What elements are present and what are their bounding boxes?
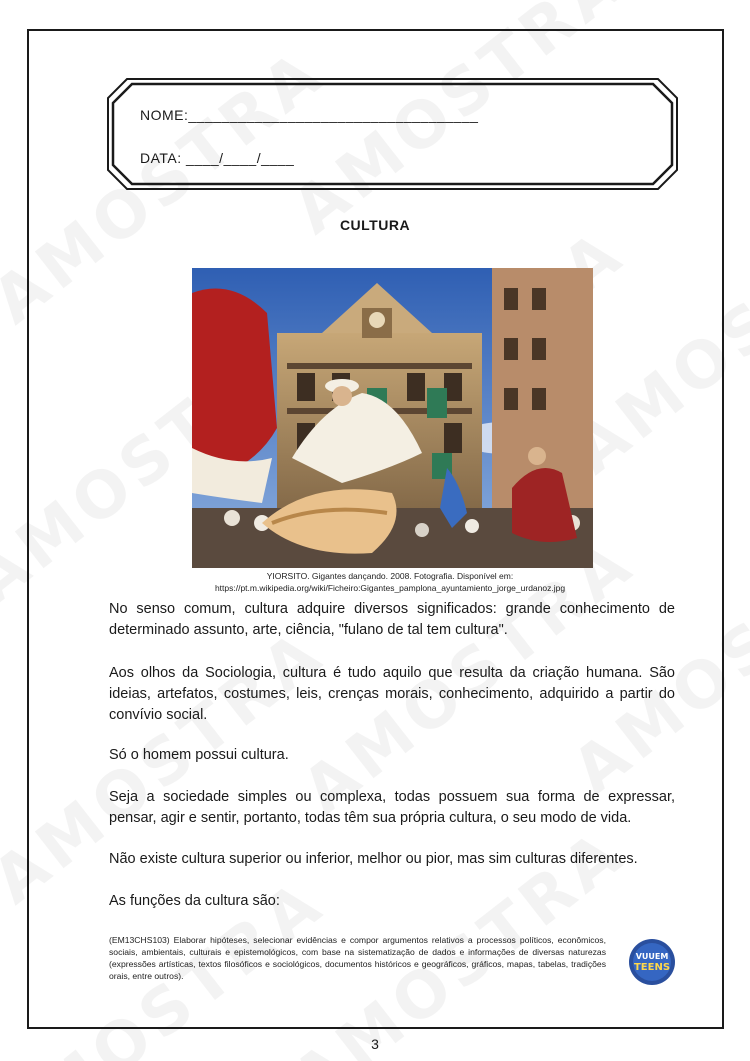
paragraph: Seja a sociedade simples ou complexa, todas possuem sua forma de expressar, pensar, agir e sentir, portanto, todas têm sua própria cultura, o seu modo de vida. [109,789,675,826]
photo-caption: YIORSITO. Gigantes dançando. 2008. Fotografia. Disponível em: [266,571,514,581]
badge-line2: TEENS [633,962,671,973]
page-number: 3 [371,1036,379,1052]
student-info-box [107,78,678,190]
giants-dancing-photo [192,268,593,568]
page-title: CULTURA [339,217,411,233]
name-field[interactable]: NOME:___________________________________ [140,107,479,123]
photo-source-url[interactable]: https://pt.m.wikipedia.org/wiki/Ficheiro:Gigantes_pamplona_ayuntamiento_jorge_urdanoz.jpg [214,583,566,593]
badge-line1: VUUEM [635,952,669,961]
date-field[interactable]: DATA: ____/____/____ [140,150,295,166]
paragraph: Não existe cultura superior ou inferior, melhor ou pior, mas sim culturas diferentes. [109,851,638,867]
vuuem-teens-logo [628,938,676,986]
paragraph: Só o homem possui cultura. [109,747,289,763]
photo-illustration [192,268,593,568]
skill-note: (EM13CHS103) Elaborar hipóteses, selecionar evidências e compor argumentos relativos a processos políticos, econômicos, sociais, ambientais, culturais e epistemológicos, com base na sistematização de dados e informações de diversas naturezas (expressões artísticas, textos filosóficos e sociológicos, documentos históricos e geográficos, gráficos, mapas, tabelas, tradições orais, entre outros). [109,935,606,981]
paragraph: No senso comum, cultura adquire diversos significados: grande conhecimento de determinado assunto, arte, ciência, "fulano de tal tem cultura". [109,601,675,638]
paragraph: As funções da cultura são: [109,893,280,909]
logo-badge-icon [628,938,676,986]
header-border [107,78,678,190]
paragraph: Aos olhos da Sociologia, cultura é tudo aquilo que resulta da criação humana. São ideias, artefatos, costumes, leis, crenças morais, conhecimento, adquirido a partir do convívio social. [109,665,675,723]
